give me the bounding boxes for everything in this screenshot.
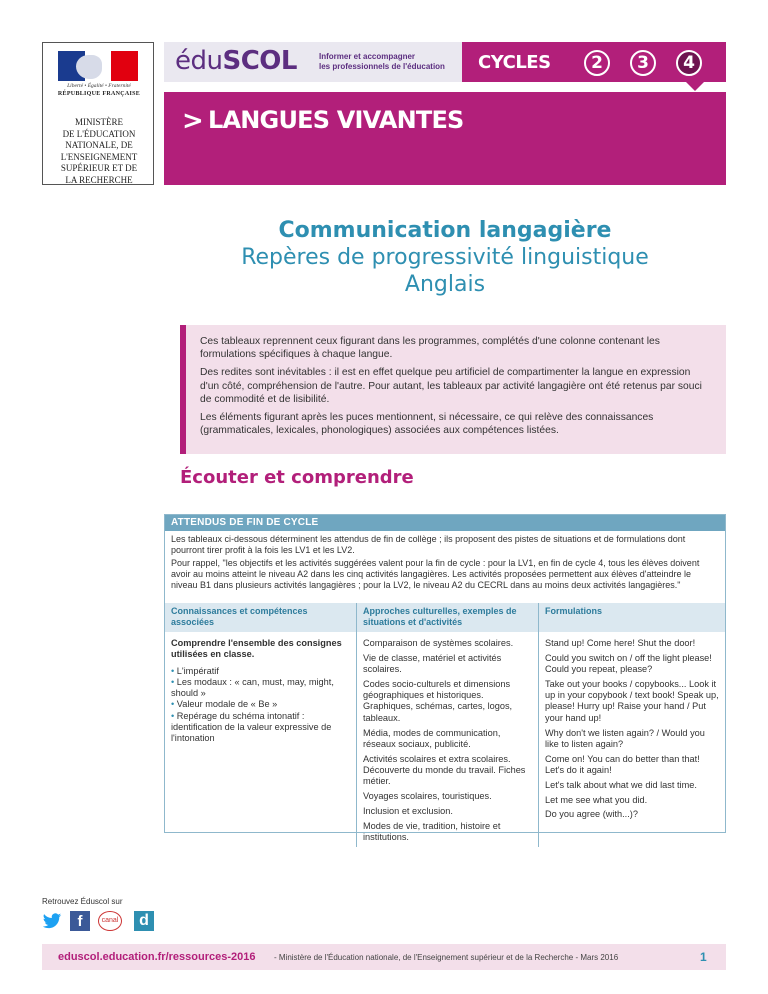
page-number: 1	[700, 950, 707, 964]
cycle-pointer	[686, 82, 704, 91]
cycles-label: CYCLES	[478, 52, 551, 73]
intro-paragraph: Ces tableaux reprennent ceux figurant dans les programmes, complétés d'une colonne contenant les formulations spécifiques à chaque langue.	[200, 336, 660, 361]
list-item: Do you agree (with...)?	[545, 809, 638, 820]
list-item: Vie de classe, matériel et activités scolaires.	[363, 652, 502, 675]
footer-link[interactable]: eduscol.education.fr/ressources-2016	[58, 951, 256, 963]
canal-u-icon[interactable]: canal	[98, 911, 122, 931]
list-item: • Repérage du schéma intonatif : identification de la valeur expressive de l'intonation	[171, 710, 332, 744]
column-approaches	[357, 603, 539, 847]
list-item: Take out your books / copybooks... Look it up in your copybook / text book! Speak up, please! Hurry up! Raise your hand / Put your hand up!	[545, 678, 719, 723]
column-formulations	[539, 603, 725, 847]
list-item: Média, modes de communication, réseaux sociaux, publicité.	[363, 727, 501, 749]
table-header: ATTENDUS DE FIN DE CYCLE	[165, 515, 725, 531]
list-item: Modes de vie, tradition, histoire et institutions.	[363, 820, 501, 842]
cycle-4-badge: 4	[676, 50, 702, 76]
cycle-2-badge: 2	[584, 50, 610, 76]
list-item: Codes socio-culturels et dimensions géographiques et historiques. Graphiques, schémas, cartes, logos, tableaux.	[363, 678, 513, 723]
list-item: Let's talk about what we did last time.	[545, 779, 697, 790]
list-item: Come on! You can do better than that! Let's do it again!	[545, 753, 700, 775]
footer-credits: - Ministère de l'Éducation nationale, de l'Enseignement supérieur et de la Recherche - Mars 2016	[274, 953, 619, 962]
banner-title: LANGUES VIVANTES	[208, 106, 464, 134]
list-item: • Valeur modale de « Be »	[171, 699, 278, 710]
list-item: Inclusion et exclusion.	[363, 805, 453, 816]
column-header: Approches culturelles, exemples de situations et d'activités	[357, 603, 538, 632]
competence-title: Comprendre l'ensemble des consignes utilisées en classe.	[171, 638, 342, 660]
column-competences	[165, 603, 357, 847]
ministry-name: MINISTÈRE DE L'ÉDUCATION NATIONALE, DE L'ENSEIGNEMENT SUPÉRIEUR ET DE LA RECHERCHE	[60, 117, 138, 185]
column-header: Formulations	[539, 603, 725, 632]
follow-label: Retrouvez Éduscol sur	[42, 897, 123, 906]
list-item: Let me see what you did.	[545, 794, 648, 805]
column-header: Connaissances et compétences associées	[165, 603, 356, 632]
republic-motto: Liberté • Égalité • Fraternité	[67, 83, 131, 89]
list-item: Stand up! Come here! Shut the door!	[545, 638, 696, 648]
list-item: Could you switch on / off the light please! Could you repeat, please?	[545, 652, 712, 675]
list-item: • L'impératif	[171, 665, 219, 676]
table-intro: Les tableaux ci-dessous déterminent les attendus de fin de collège ; ils proposent des pistes de situations et de formulations dont pourront tirer profit à la fois les LV1 et les LV2. Pour rappel, "les objectifs et les activités suggérées valent pour la fin de cycle : pour la LV1, en fin de cycle 4, tous les élèves doivent avoir au moins atteint le niveau A2 dans les cinq activités langagières. Les activités proposées permettent aux élèves d'atteindre le niveau B1 dans plusieurs activités langagières ; pour la LV2, le niveau A2 du CECRL dans au moins deux activités langagières."	[171, 534, 700, 591]
list-item: Why don't we listen again? / Would you like to listen again?	[545, 727, 705, 749]
facebook-icon[interactable]: f	[70, 911, 90, 931]
list-item: Voyages scolaires, touristiques.	[363, 791, 492, 802]
republique-francaise: RÉPUBLIQUE FRANÇAISE	[57, 91, 141, 97]
intro-box	[180, 325, 726, 454]
dailymotion-icon[interactable]: d	[134, 911, 154, 931]
intro-paragraph: Des redites sont inévitables : il est en effet quelque peu artificiel de compartimenter la langue en expression d'un côté, compréhension de l'autre. Pour autant, les tableaux par activité langagière ont été retenus par souci de commodité et de lisibilité.	[200, 367, 702, 405]
section-heading: Écouter et comprendre	[180, 467, 414, 488]
chevron-right-icon: >	[182, 106, 204, 136]
ministry-logo	[42, 42, 154, 185]
intro-paragraph: Les éléments figurant après les puces mentionnent, si nécessaire, ce qui relève des connaissances (grammaticales, lexicales, phonologiques) associées aux compétences listées.	[200, 412, 654, 437]
list-item: Activités scolaires et extra scolaires. Découverte du monde du travail. Fiches métier.	[363, 753, 526, 787]
eduscol-logo[interactable]: éduSCOL	[175, 46, 297, 76]
table-columns	[165, 603, 725, 847]
eduscol-tagline: Informer et accompagner les professionnels de l'éducation	[319, 52, 445, 71]
list-item: Comparaison de systèmes scolaires.	[363, 638, 514, 648]
page-title: Communication langagière	[278, 218, 612, 243]
marianne-logo	[58, 51, 138, 81]
list-item: • Les modaux : « can, must, may, might, should »	[171, 676, 334, 699]
cycle-3-badge: 3	[630, 50, 656, 76]
page-subtitle: Repères de progressivité linguistique Anglais	[241, 245, 649, 297]
twitter-icon[interactable]	[42, 911, 62, 931]
expectations-table	[164, 514, 726, 842]
